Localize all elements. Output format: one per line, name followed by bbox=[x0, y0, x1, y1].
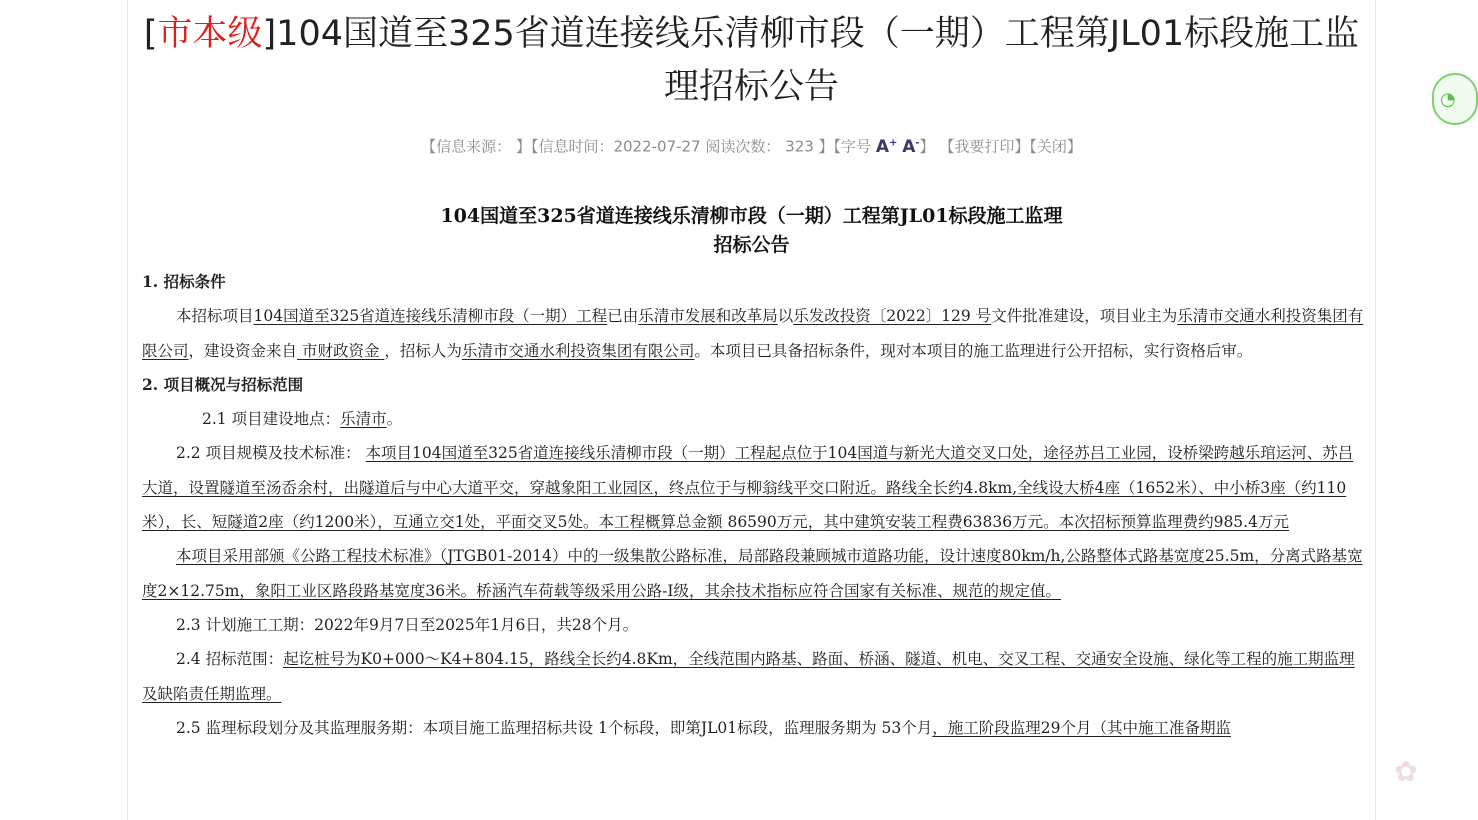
section-1-title: 1. 招标条件 bbox=[142, 272, 226, 291]
font-size-label: 【字号 bbox=[833, 137, 872, 156]
chat-bubble-icon[interactable] bbox=[1432, 73, 1478, 125]
info-source: 【信息来源： 】 bbox=[421, 137, 531, 156]
text-run: ，建设资金来自 bbox=[188, 341, 298, 360]
project-scale: 本项目104国道至325省道连接线乐清柳市段（一期）工程起点位于104国道与新光大道交叉口处，途径苏吕工业园，设桥梁跨越乐琯运河、苏吕大道，设置隧道至汤岙余村，出隧道后与中心大道平交，穿越象阳工业园区，终点位于与柳翁线平交口附近。路线全长约4.8km,全线设大桥4座（1652米）、中小桥3座（约110米），长、短隧道2座（约1200米），互通立交1处，平面交叉5处。本工程概算总金额 86590万元，其中建筑安装工程费63836万元。本次招标预算监理费约985.4万元 bbox=[142, 444, 1354, 532]
font-increase-sup: + bbox=[889, 137, 898, 148]
chat-bubble-glyph: ◔ bbox=[1440, 89, 1456, 110]
title-bracket-open: [ bbox=[143, 14, 158, 54]
title-line1: 104国道至325省道连接线乐清柳市段（一期）工程第JL01标段施工监 bbox=[276, 14, 1360, 54]
font-decrease-button[interactable] bbox=[902, 137, 919, 157]
funding-source: 市财政资金 bbox=[297, 341, 385, 360]
font-increase-glyph: A bbox=[875, 136, 890, 157]
text-run: 本招标项目 bbox=[176, 307, 254, 326]
section-1-paragraph bbox=[142, 299, 1364, 368]
section-2-2-standards bbox=[142, 539, 1364, 608]
info-time: 【信息时间：2022-07-27 阅读次数： 323 】 bbox=[530, 137, 834, 156]
document-body bbox=[142, 265, 1364, 745]
section-2-title: 2. 项目概况与招标范围 bbox=[142, 374, 304, 394]
text-run: 2.2 项目规模及技术标准： bbox=[176, 444, 366, 463]
font-decrease-sup: - bbox=[915, 137, 920, 148]
text-run: 2.1 项目建设地点： bbox=[202, 410, 341, 429]
section-2-5 bbox=[142, 711, 1364, 745]
section-2-2 bbox=[142, 436, 1364, 539]
font-increase-button[interactable] bbox=[876, 137, 898, 157]
text-run: 。 bbox=[386, 410, 403, 429]
font-size-close: 】 bbox=[919, 137, 935, 156]
section-2-1 bbox=[142, 402, 1364, 436]
project-name: 104国道至325省道连接线乐清柳市段（一期）工程 bbox=[253, 307, 608, 326]
document-heading-line2: 招标公告 bbox=[713, 234, 790, 256]
text-run: 文件批准建设，项目业主为 bbox=[991, 307, 1178, 326]
document-heading-line1: 104国道至325省道连接线乐清柳市段（一期）工程第JL01标段施工监理 bbox=[440, 205, 1063, 227]
text-run: 以 bbox=[777, 307, 794, 326]
document-heading bbox=[128, 202, 1375, 260]
title-line2: 理招标公告 bbox=[663, 67, 839, 107]
tenderer: 乐清市交通水利投资集团有限公司 bbox=[461, 341, 695, 360]
title-bracket-close: ] bbox=[262, 14, 277, 54]
approval-document: 乐发改投资〔2022〕129 号 bbox=[793, 307, 992, 326]
meta-bar bbox=[128, 131, 1375, 159]
tender-scope: 起讫桩号为K0+000～K4+804.15，路线全长约4.8Km，全线范围内路基、路面、桥涵、隧道、机电、交叉工程、交通安全设施、绿化等工程的施工期监理及缺陷责任期监理。 bbox=[142, 650, 1355, 703]
section-2-4 bbox=[142, 642, 1364, 711]
text-run: 已由 bbox=[607, 307, 639, 326]
text-run: 2.5 监理标段划分及其监理服务期：本项目施工监理招标共设 1个标段，即第JL01标段，监理服务期为 53个月 bbox=[176, 718, 933, 737]
project-owner: 乐清市交通水利投资集团有限公司 bbox=[142, 307, 1364, 360]
close-link[interactable]: 【关闭】 bbox=[1029, 137, 1082, 156]
print-link[interactable]: 【我要打印】 bbox=[939, 137, 1030, 156]
section-2-3: 2.3 计划施工工期：2022年9月7日至2025年1月6日，共28个月。 bbox=[176, 615, 639, 634]
technical-standards: 本项目采用部颁《公路工程技术标准》（JTGB01-2014）中的一级集散公路标准，局部路段兼顾城市道路功能，设计速度80km/h,公路整体式路基宽度25.5m，分离式路基宽度2×12.75m，象阳工业区路段路基宽度36米。桥涵汽车荷载等级采用公路-I级，其余技术指标应符合国家有关标准、规范的规定值。 bbox=[142, 547, 1363, 600]
construction-location: 乐清市 bbox=[340, 410, 387, 429]
service-period: ，施工阶段监理29个月（其中施工准备期监 bbox=[932, 718, 1231, 737]
approval-authority: 乐清市发展和改革局 bbox=[638, 307, 778, 326]
level-tag: 市本级 bbox=[157, 14, 263, 54]
text-run: 2.4 招标范围： bbox=[176, 650, 284, 669]
page-title bbox=[128, 8, 1375, 114]
text-run: 。本项目已具备招标条件，现对本项目的施工监理进行公开招标，实行资格后审。 bbox=[694, 341, 1253, 360]
text-run: ，招标人为 bbox=[384, 341, 462, 360]
article-page bbox=[127, 0, 1376, 820]
font-decrease-glyph: A bbox=[902, 136, 916, 157]
watermark-logo-icon: ✿ bbox=[1394, 755, 1418, 788]
